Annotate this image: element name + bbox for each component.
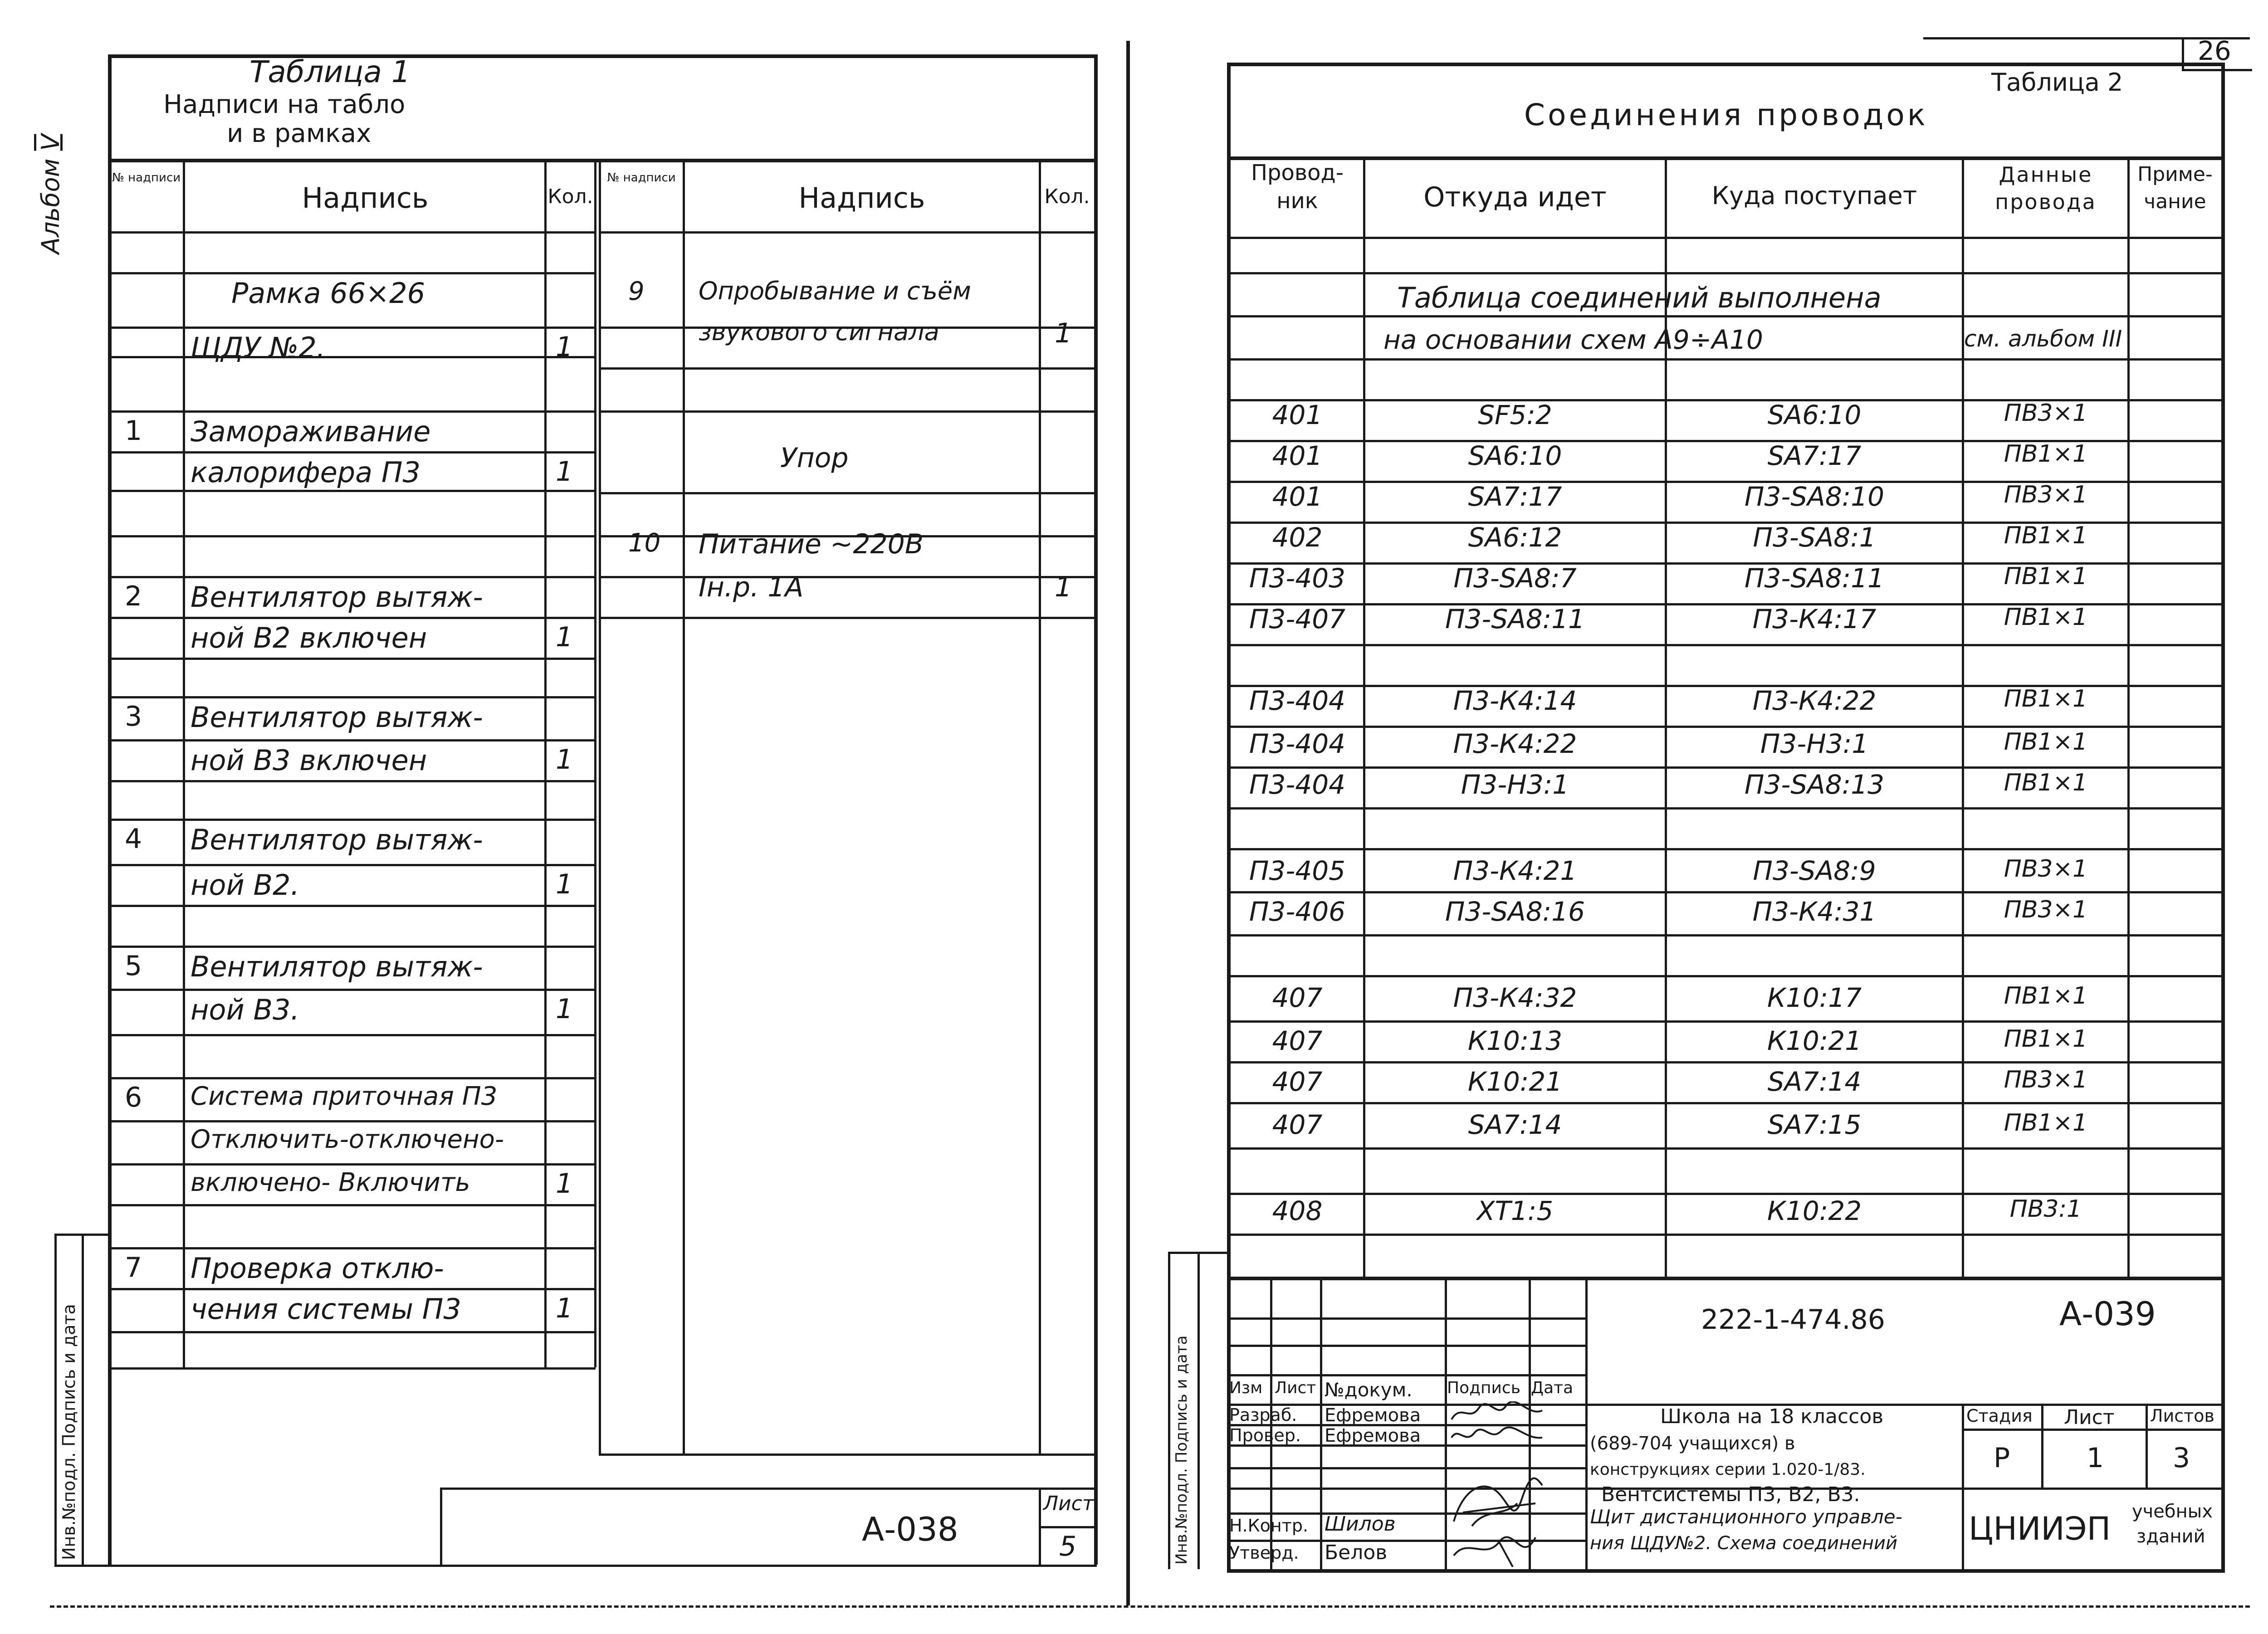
project-line-2: (689-704 учащихся) в [1590,1433,1795,1454]
stage-value: Р [1994,1442,2010,1474]
wire-row-to: П3-SA8:13 [1744,769,1885,800]
doc-code: 222-1-474.86 [1701,1304,1885,1336]
col1-row-qty: 1 [556,456,573,488]
col2-row-qty: 1 [1055,571,1072,603]
left-sheet-label: Лист [1043,1492,1094,1515]
wire-row-wire: П3-405 [1249,855,1346,886]
col1-row-text: Система приточная П3 [191,1082,498,1111]
tb-header-izm: Изм [1229,1379,1263,1397]
row-line [1227,1102,2223,1104]
col1-row-text: Замораживание [191,415,431,448]
header-to: Куда поступает [1711,181,1917,210]
sheet-title-3: ния ЩДУ№2. Схема соединений [1590,1533,1898,1554]
stage-label: Стадия [1966,1406,2033,1426]
org-name: ЦНИИЭП [1969,1510,2111,1547]
project-line-1: Школа на 18 классов [1660,1405,1884,1428]
col1-row-num: 1 [125,415,142,447]
col1-row-text: ной В2. [191,868,300,902]
wire-row-data: ПВ1×1 [2004,440,2088,468]
col1-row-num: 7 [125,1252,142,1283]
tb-header-list: Лист [1275,1379,1316,1397]
signature-norm-control [1445,1472,1549,1531]
col1-row-num: 3 [125,701,142,732]
sheet-label: Лист [2064,1406,2115,1429]
header-note: Приме-чание [2137,163,2213,213]
wire-row-data: ПВ1×1 [2004,1025,2088,1053]
col2-row-num: 9 [628,277,645,306]
wire-row-from: П3-К4:32 [1453,982,1577,1013]
col2-header-text: Надпись [798,181,925,215]
col1-row-qty: 1 [556,1293,573,1324]
wire-row-to: П3-SA8:9 [1753,855,1876,886]
col1-row-qty: 1 [556,331,573,363]
wire-row-to: П3-К4:31 [1752,896,1877,927]
wire-row-from: SA7:14 [1468,1109,1562,1140]
col2-row-qty: 1 [1055,317,1072,349]
col2-header-qty: Кол. [1044,185,1090,208]
wire-row-to: П3-SA8:1 [1753,522,1876,553]
tb-header-doc: №докум. [1325,1379,1413,1401]
row-line [1227,1061,2223,1063]
col1-row-text: Вентилятор вытяж- [191,823,483,856]
col1-row-text: Вентилятор вытяж- [191,701,483,734]
wire-row-data: ПВ1×1 [2004,563,2088,590]
wire-row-wire: П3-407 [1249,604,1346,634]
col1-row-num: 5 [125,950,142,982]
signature-developer [1447,1401,1547,1424]
row-line [1227,807,2223,810]
signature-approver [1445,1528,1549,1569]
note-line-1: Таблица соединений выполнена [1397,281,1882,314]
col1-row-qty: 1 [556,1168,573,1200]
wire-row-to: SA6:10 [1767,400,1862,430]
wire-row-wire: 407 [1272,1109,1323,1140]
col1-row-num: 6 [125,1082,142,1113]
wire-row-to: SA7:17 [1767,440,1862,471]
row-line [1227,644,2223,646]
col1-row-text: ной В3. [191,993,300,1026]
role-norm-control: Н.Контр. [1229,1516,1309,1536]
col1-row-qty: 1 [556,868,573,900]
role-checker: Провер. [1229,1425,1301,1445]
col2-row-text: Упор [780,442,849,474]
col2-header-num: № надписи [607,171,676,185]
col1-header-qty: Кол. [547,185,593,208]
wire-row-to: К10:17 [1767,982,1862,1013]
col1-row-text: Вентилятор вытяж- [191,580,483,614]
wire-row-from: П3-К4:21 [1453,855,1577,886]
col2-row-text: звукового сигнала [699,317,939,346]
wire-row-data: ПВ1×1 [2004,522,2088,549]
org-name-3: зданий [2136,1526,2205,1547]
left-sheet-code: А-038 [862,1510,958,1548]
header-wire: Провод-ник [1251,160,1344,214]
sheets-value: 3 [2173,1442,2190,1474]
col1-row-text: ной В2 включен [191,621,427,654]
wire-row-from: SA6:10 [1468,440,1562,471]
sheet-title-2: Щит дистанционного управле- [1590,1506,1902,1528]
col1-row-text: Отключить-отключено- [191,1125,504,1154]
left-table-subtitle-1: Надписи на табло [163,90,406,119]
col1-row-qty: 1 [556,744,573,776]
wire-row-wire: П3-404 [1249,728,1346,759]
col2-row-text: Питание ~220В [699,528,924,560]
tb-header-sign: Подпись [1447,1379,1520,1397]
wire-row-data: ПВ3×1 [2004,855,2088,883]
project-line-3: конструкциях серии 1.020-1/83. [1590,1460,1866,1479]
wire-row-wire: П3-403 [1249,563,1346,594]
col2-row-text: Опробывание и съём [699,277,971,305]
col2-row-text: Iн.р. 1А [699,571,804,603]
sheet-title-1: Вентсистемы П3, В2, В3. [1601,1483,1860,1506]
wire-row-from: SA6:12 [1468,522,1562,553]
col1-row-text: включено- Включить [191,1168,470,1197]
col1-row-text: ной В3 включен [191,744,427,777]
wire-row-from: П3-К4:22 [1453,728,1577,759]
left-table-title: Таблица 1 [249,54,411,89]
wire-row-data: ПВ3×1 [2004,481,2088,508]
page-number: 26 [2198,35,2231,66]
wire-row-data: ПВ3×1 [2004,400,2088,427]
wire-row-from: П3-К4:14 [1453,685,1577,716]
col1-row-text: Рамка 66×26 [231,277,425,310]
wire-row-to: П3-Н3:1 [1760,728,1869,759]
wire-row-from: П3-SA8:16 [1445,896,1585,927]
wire-row-wire: 401 [1272,440,1323,471]
role-developer: Разраб. [1229,1405,1297,1425]
sheet-value: 1 [2087,1442,2104,1474]
row-line [1227,1147,2223,1150]
row-line [1227,934,2223,937]
wire-row-wire: 407 [1272,1025,1323,1056]
wire-row-from: SF5:2 [1478,400,1552,430]
wire-row-wire: 408 [1272,1195,1323,1226]
col1-row-num: 2 [125,580,142,612]
name-approver: Белов [1325,1541,1388,1564]
wire-row-data: ПВ3×1 [2004,896,2088,923]
right-table-label: Таблица 2 [1991,68,2123,97]
org-name-2: учебных [2132,1501,2213,1522]
wire-row-data: ПВ1×1 [2004,982,2088,1010]
right-table-title: Соединения проводок [1524,98,1928,132]
name-developer: Ефремова [1325,1405,1421,1426]
sheets-label: Листов [2150,1406,2214,1426]
wire-row-data: ПВ1×1 [2004,604,2088,631]
wire-row-to: К10:22 [1767,1195,1862,1226]
row-line [1227,766,2223,769]
wire-row-wire: 402 [1272,522,1323,553]
signature-checker [1447,1424,1547,1447]
wire-row-data: ПВ1×1 [2004,769,2088,796]
wire-row-wire: 407 [1272,982,1323,1013]
wire-row-data: ПВ3:1 [2009,1195,2082,1223]
wire-row-data: ПВ3×1 [2004,1066,2088,1093]
wire-row-data: ПВ1×1 [2004,1109,2088,1136]
header-data: Данные провода [1995,162,2097,214]
role-approver: Утверд. [1229,1543,1299,1563]
col1-row-num: 4 [125,823,142,855]
col1-header-num: № надписи [112,171,181,185]
left-table-subtitle-2: и в рамках [227,119,371,148]
row-line [1227,1020,2223,1023]
wire-row-wire: П3-406 [1249,896,1346,927]
wire-row-to: П3-К4:17 [1752,604,1877,634]
wire-row-wire: П3-404 [1249,685,1346,716]
col1-row-text: Проверка отклю- [191,1252,444,1285]
album-label: Альбом V [36,134,65,254]
name-norm-control: Шилов [1325,1512,1396,1536]
wire-row-from: XT1:5 [1476,1195,1554,1226]
wire-row-data: ПВ1×1 [2004,728,2088,756]
wire-row-from: К10:21 [1467,1066,1563,1097]
wire-row-wire: 401 [1272,481,1323,512]
wire-row-to: SA7:14 [1767,1066,1862,1097]
row-line [1227,1234,2223,1236]
col1-row-text: калорифера П3 [191,456,420,489]
col1-row-qty: 1 [556,621,573,653]
row-line [1227,726,2223,728]
left-sheet-number: 5 [1059,1531,1077,1562]
col1-row-text: чения системы П3 [191,1293,461,1326]
wire-row-to: П3-SA8:10 [1744,481,1885,512]
col1-row-text: ЩДУ №2. [191,331,326,364]
note-line-3: см. альбом III [1964,326,2122,352]
wire-row-to: П3-К4:22 [1752,685,1877,716]
title-stamp-label: Инв.№подл. Подпись и дата [1173,1335,1191,1565]
wire-row-to: К10:21 [1767,1025,1862,1056]
wire-row-data: ПВ1×1 [2004,685,2088,712]
col1-row-text: Вентилятор вытяж- [191,950,483,983]
name-checker: Ефремова [1325,1425,1421,1446]
header-from: Откуда идет [1423,181,1607,213]
row-line [1227,1193,2223,1195]
wire-row-from: П3-SA8:7 [1453,563,1577,594]
wire-row-wire: 407 [1272,1066,1323,1097]
wire-row-from: SA7:17 [1468,481,1562,512]
col2-row-num: 10 [628,528,661,558]
wire-row-to: П3-SA8:11 [1744,563,1885,594]
wire-row-wire: П3-404 [1249,769,1346,800]
tb-header-date: Дата [1531,1379,1574,1397]
note-line-2: на основании схем А9÷А10 [1383,324,1763,355]
left-stamp-label: Инв.№подл. Подпись и дата [59,1304,79,1560]
row-line [1227,975,2223,977]
wire-row-from: П3-Н3:1 [1461,769,1569,800]
row-line [1227,848,2223,850]
row-line [1227,891,2223,893]
wire-row-from: П3-SA8:11 [1445,604,1585,634]
wire-row-wire: 401 [1272,400,1323,430]
center-divider [1126,41,1130,1605]
wire-row-to: SA7:15 [1767,1109,1862,1140]
wire-row-from: К10:13 [1467,1025,1563,1056]
col1-header-text: Надпись [302,181,429,215]
sheet-code: А-039 [2059,1295,2156,1333]
col1-row-qty: 1 [556,993,573,1025]
